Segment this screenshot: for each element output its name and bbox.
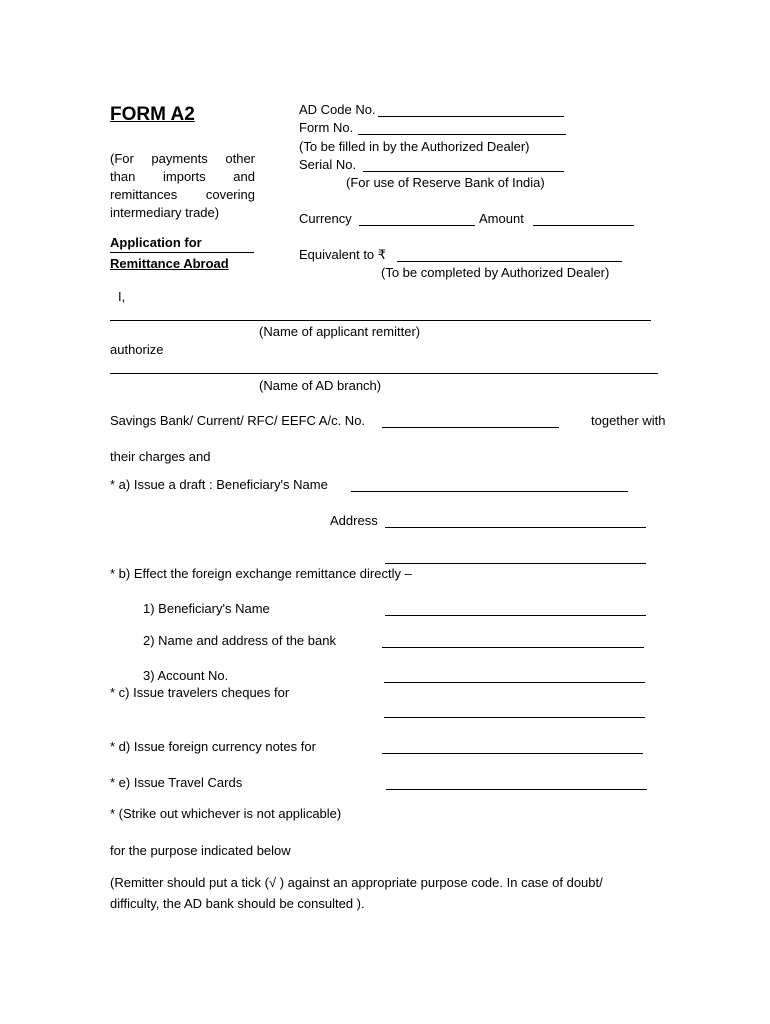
tick-instruction-line1: (Remitter should put a tick (√ ) against an appropriate purpose code. In case of doubt/ bbox=[110, 875, 603, 890]
form-title: FORM A2 bbox=[110, 104, 195, 125]
currency-field[interactable] bbox=[359, 225, 475, 226]
ad-code-field[interactable] bbox=[378, 116, 564, 117]
b2-field[interactable] bbox=[382, 647, 644, 648]
b1-label: 1) Beneficiary's Name bbox=[143, 601, 270, 616]
option-e-label: * e) Issue Travel Cards bbox=[110, 775, 243, 790]
b3-label: 3) Account No. bbox=[143, 668, 229, 683]
application-line1: Application for bbox=[110, 235, 202, 250]
filled-by-ad-note: (To be filled in by the Authorized Dealer) bbox=[299, 139, 530, 154]
tick-instruction-line2: difficulty, the AD bank should be consulted ). bbox=[110, 896, 365, 911]
ad-branch-caption: (Name of AD branch) bbox=[259, 378, 382, 393]
option-d-label: * d) Issue foreign currency notes for bbox=[110, 739, 316, 754]
ad-code-label: AD Code No. bbox=[299, 102, 376, 117]
option-a-label: * a) Issue a draft : Beneficiary's Name bbox=[110, 477, 328, 492]
purpose-below-label: for the purpose indicated below bbox=[110, 843, 291, 858]
rbi-use-note: (For use of Reserve Bank of India) bbox=[346, 175, 545, 190]
application-divider bbox=[110, 252, 254, 253]
ad-branch-field[interactable] bbox=[110, 373, 658, 374]
b3-field[interactable] bbox=[384, 682, 645, 683]
option-c-label: * c) Issue travelers cheques for bbox=[110, 685, 290, 700]
serial-no-label: Serial No. bbox=[299, 157, 357, 172]
i-label: I, bbox=[118, 289, 126, 304]
address-field-2[interactable] bbox=[385, 563, 646, 564]
account-no-field[interactable] bbox=[382, 427, 559, 428]
option-e-field[interactable] bbox=[386, 789, 647, 790]
option-c-field[interactable] bbox=[384, 717, 645, 718]
completed-by-ad-note: (To be completed by Authorized Dealer) bbox=[381, 265, 610, 280]
account-label: Savings Bank/ Current/ RFC/ EEFC A/c. No. bbox=[110, 413, 366, 428]
currency-label: Currency bbox=[299, 211, 352, 226]
b2-label: 2) Name and address of the bank bbox=[143, 633, 336, 648]
address-field-1[interactable] bbox=[385, 527, 646, 528]
form-no-label: Form No. bbox=[299, 120, 354, 135]
together-with-label: together with bbox=[591, 413, 666, 428]
option-d-field[interactable] bbox=[382, 753, 643, 754]
amount-label: Amount bbox=[479, 211, 524, 226]
equivalent-label: Equivalent to ₹ bbox=[299, 247, 387, 262]
b1-field[interactable] bbox=[385, 615, 646, 616]
strike-note: * (Strike out whichever is not applicable) bbox=[110, 806, 342, 821]
applicant-name-field[interactable] bbox=[110, 320, 651, 321]
address-label: Address bbox=[330, 513, 378, 528]
serial-no-field[interactable] bbox=[363, 171, 564, 172]
equivalent-field[interactable] bbox=[397, 261, 622, 262]
form-no-field[interactable] bbox=[358, 134, 566, 135]
amount-field[interactable] bbox=[533, 225, 634, 226]
their-charges-label: their charges and bbox=[110, 449, 211, 464]
option-a-beneficiary-field[interactable] bbox=[351, 491, 628, 492]
purpose-note: (For payments other than imports and remittances covering intermediary trade) bbox=[110, 151, 255, 220]
application-line2: Remittance Abroad bbox=[110, 256, 229, 271]
applicant-name-caption: (Name of applicant remitter) bbox=[259, 324, 421, 339]
option-b-label: * b) Effect the foreign exchange remittance directly – bbox=[110, 566, 412, 581]
authorize-label: authorize bbox=[110, 342, 164, 357]
